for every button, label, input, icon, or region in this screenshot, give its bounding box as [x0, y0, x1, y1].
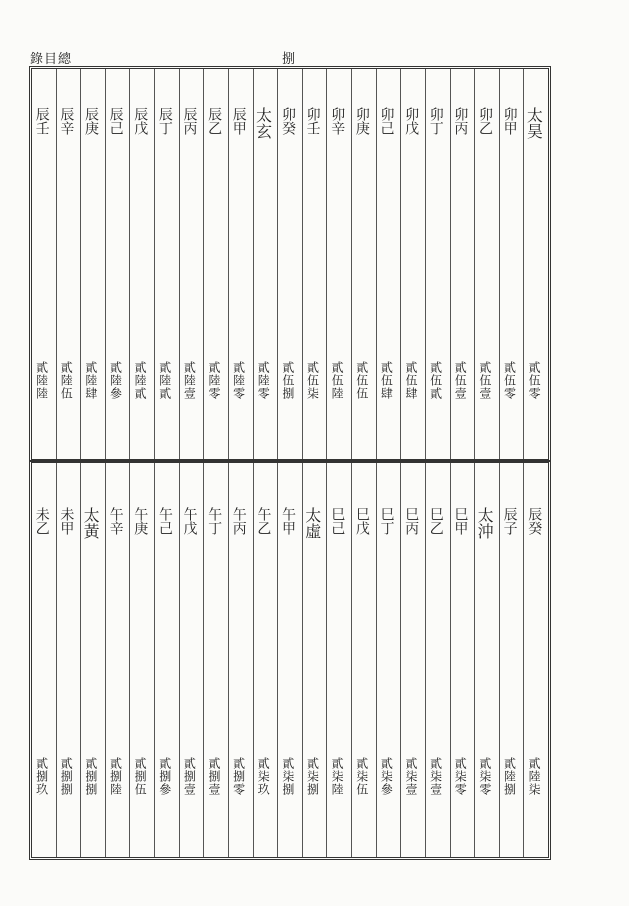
entry-page: 貳伍壹 — [453, 361, 468, 400]
entry-page: 貳陸陸 — [34, 361, 49, 400]
entry-name: 午甲 — [279, 507, 296, 535]
entry-name: 巳戊 — [353, 507, 370, 535]
index-entry — [450, 463, 475, 857]
entry-name: 未乙 — [33, 507, 50, 535]
index-entry — [129, 69, 154, 459]
entry-page: 貳陸肆 — [83, 361, 98, 400]
entry-page: 貳捌捌 — [83, 757, 98, 796]
entry-name: 午乙 — [255, 507, 272, 535]
index-entry — [326, 463, 351, 857]
index-entry — [80, 463, 105, 857]
index-entry — [228, 463, 253, 857]
index-entry — [499, 463, 524, 857]
entry-name: 卯庚 — [353, 107, 370, 135]
index-entry — [203, 463, 228, 857]
entry-page: 貳捌玖 — [34, 757, 49, 796]
bottom-index-table — [29, 460, 551, 860]
entry-name: 卯乙 — [476, 107, 493, 135]
entry-name: 辰甲 — [230, 107, 247, 135]
entry-page: 貳伍肆 — [379, 361, 394, 400]
index-entry — [450, 69, 475, 459]
page-number: 捌 — [282, 52, 296, 67]
entry-page: 貳陸貳 — [133, 361, 148, 400]
index-entry — [154, 463, 179, 857]
index-entry — [302, 463, 327, 857]
index-entry — [425, 69, 450, 459]
entry-name: 巳丙 — [403, 507, 420, 535]
index-entry — [253, 69, 278, 459]
index-entry — [302, 69, 327, 459]
entry-page: 貳伍柒 — [305, 361, 320, 400]
entry-page: 貳捌壹 — [206, 757, 221, 796]
entry-name: 太沖 — [475, 507, 495, 539]
entry-page: 貳陸貳 — [157, 361, 172, 400]
index-entry — [154, 69, 179, 459]
entry-name: 辰壬 — [33, 107, 50, 135]
index-entry — [277, 463, 302, 857]
index-entry — [129, 463, 154, 857]
entry-page: 貳伍肆 — [403, 361, 418, 400]
index-entry — [105, 69, 130, 459]
index-entry — [32, 463, 56, 857]
entry-name: 午己 — [156, 507, 173, 535]
entry-page: 貳陸壹 — [182, 361, 197, 400]
entry-page: 貳柒零 — [477, 757, 492, 796]
entry-page: 貳柒參 — [379, 757, 394, 796]
entry-name: 辰戊 — [132, 107, 149, 135]
entry-name: 巳甲 — [452, 507, 469, 535]
entry-name: 卯壬 — [304, 107, 321, 135]
index-entry — [351, 463, 376, 857]
entry-page: 貳陸零 — [206, 361, 221, 400]
entry-page: 貳伍壹 — [477, 361, 492, 400]
index-entry — [326, 69, 351, 459]
index-entry — [56, 69, 81, 459]
entry-name: 午庚 — [132, 507, 149, 535]
index-entry — [105, 463, 130, 857]
index-entry — [523, 463, 548, 857]
entry-page: 貳柒捌 — [305, 757, 320, 796]
entry-page: 貳柒壹 — [403, 757, 418, 796]
entry-page: 貳柒壹 — [428, 757, 443, 796]
index-entry — [376, 69, 401, 459]
entry-name: 卯己 — [378, 107, 395, 135]
entry-name: 辰丁 — [156, 107, 173, 135]
index-entry — [376, 463, 401, 857]
entry-page: 貳陸零 — [231, 361, 246, 400]
entry-name: 巳丁 — [378, 507, 395, 535]
index-entry — [179, 69, 204, 459]
entry-page: 貳陸捌 — [502, 757, 517, 796]
entry-name: 辰辛 — [58, 107, 75, 135]
entry-name: 卯甲 — [501, 107, 518, 135]
top-index-table — [29, 66, 551, 462]
book-title: 錄目總 — [30, 52, 73, 67]
entry-page: 貳陸柒 — [527, 757, 542, 796]
entry-name: 午丙 — [230, 507, 247, 535]
index-entry — [253, 463, 278, 857]
entry-name: 辰庚 — [82, 107, 99, 135]
entry-name: 辰己 — [107, 107, 124, 135]
entry-page: 貳捌捌 — [59, 757, 74, 796]
index-entry — [400, 69, 425, 459]
entry-name: 午辛 — [107, 507, 124, 535]
entry-page: 貳柒捌 — [280, 757, 295, 796]
index-entry — [179, 463, 204, 857]
entry-page: 貳伍零 — [502, 361, 517, 400]
entry-page: 貳捌零 — [231, 757, 246, 796]
entry-name: 卯戊 — [403, 107, 420, 135]
entry-name: 卯丁 — [427, 107, 444, 135]
entry-name: 午丁 — [206, 507, 223, 535]
entry-name: 辰丙 — [181, 107, 198, 135]
entry-page: 貳柒陸 — [330, 757, 345, 796]
entry-name: 辰子 — [501, 507, 518, 535]
entry-name: 太玄 — [253, 107, 273, 139]
entry-page: 貳伍貳 — [428, 361, 443, 400]
index-entry — [203, 69, 228, 459]
entry-page: 貳捌伍 — [133, 757, 148, 796]
entry-name: 太黃 — [81, 507, 101, 539]
entry-page: 貳陸零 — [256, 361, 271, 400]
entry-name: 午戊 — [181, 507, 198, 535]
entry-name: 卯丙 — [452, 107, 469, 135]
entry-page: 貳伍陸 — [330, 361, 345, 400]
index-entry — [474, 69, 499, 459]
index-entry — [228, 69, 253, 459]
index-entry — [56, 463, 81, 857]
entry-name: 未甲 — [58, 507, 75, 535]
entry-name: 卯辛 — [329, 107, 346, 135]
entry-name: 巳己 — [329, 507, 346, 535]
index-entry — [523, 69, 548, 459]
entry-page: 貳伍伍 — [354, 361, 369, 400]
index-entry — [32, 69, 56, 459]
entry-name: 卯癸 — [279, 107, 296, 135]
index-entry — [425, 463, 450, 857]
entry-page: 貳陸參 — [108, 361, 123, 400]
entry-page: 貳捌參 — [157, 757, 172, 796]
entry-page: 貳柒伍 — [354, 757, 369, 796]
entry-page: 貳柒玖 — [256, 757, 271, 796]
index-entry — [351, 69, 376, 459]
entry-page: 貳柒零 — [453, 757, 468, 796]
index-entry — [400, 463, 425, 857]
index-entry — [277, 69, 302, 459]
entry-page: 貳陸伍 — [59, 361, 74, 400]
entry-page: 貳捌陸 — [108, 757, 123, 796]
index-entry — [80, 69, 105, 459]
entry-name: 辰癸 — [526, 507, 543, 535]
index-entry — [499, 69, 524, 459]
entry-name: 太虛 — [302, 507, 322, 539]
entry-name: 太昊 — [524, 107, 544, 139]
entry-page: 貳伍零 — [527, 361, 542, 400]
entry-page: 貳伍捌 — [280, 361, 295, 400]
entry-name: 巳乙 — [427, 507, 444, 535]
entry-name: 辰乙 — [206, 107, 223, 135]
entry-page: 貳捌壹 — [182, 757, 197, 796]
index-entry — [474, 463, 499, 857]
